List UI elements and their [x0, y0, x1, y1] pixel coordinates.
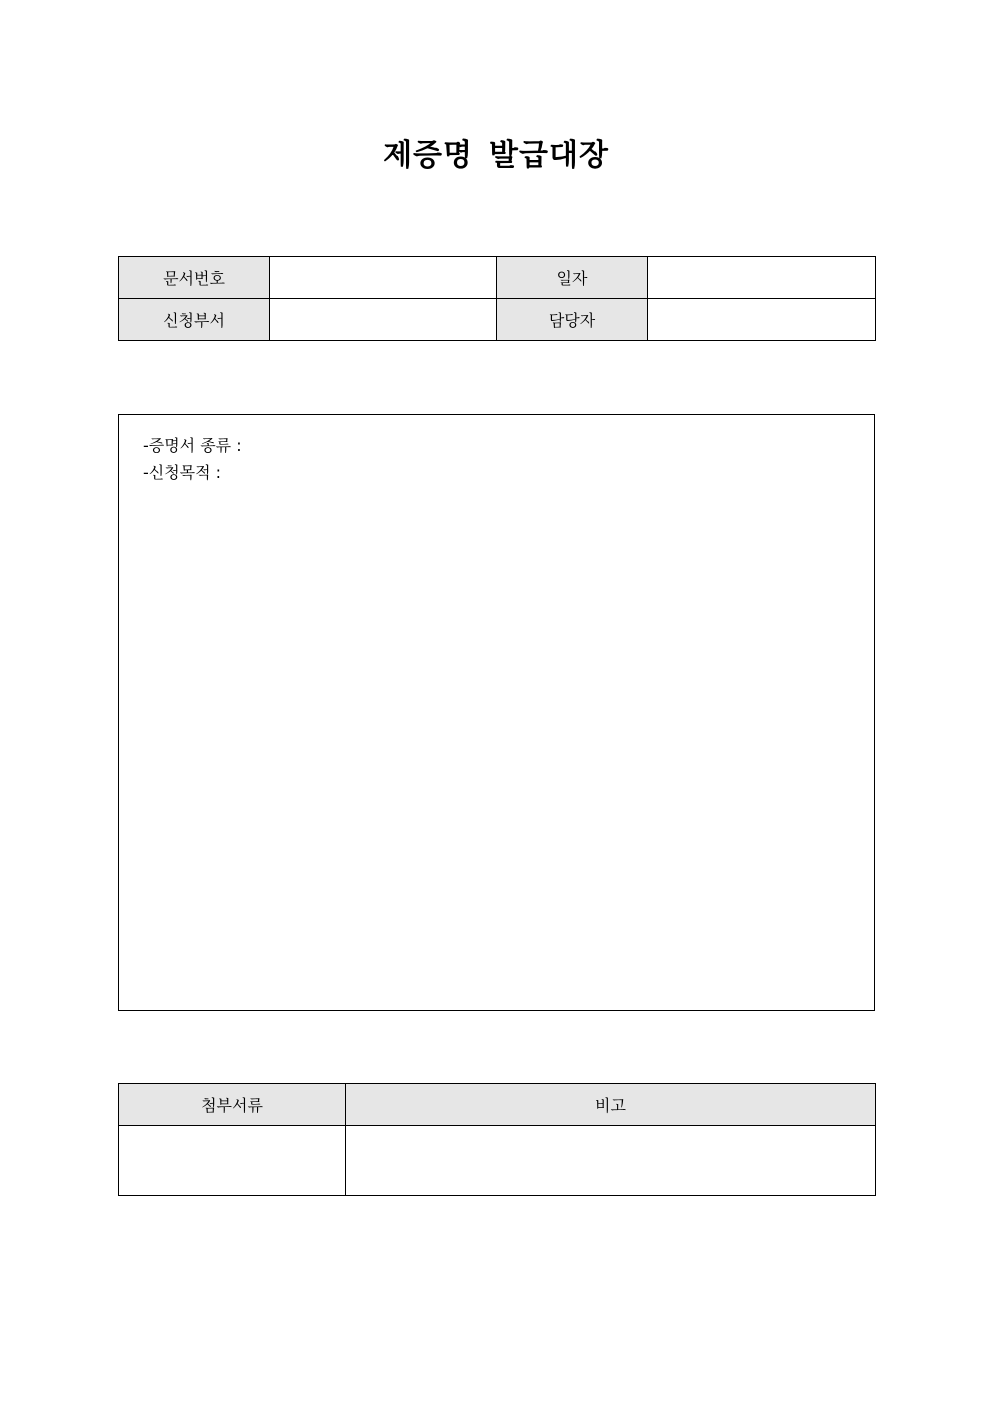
purpose-line: -신청목적 : [143, 463, 222, 482]
attachments-field[interactable] [119, 1126, 346, 1196]
remarks-field[interactable] [346, 1126, 876, 1196]
doc-number-label: 문서번호 [119, 257, 270, 299]
manager-field[interactable] [648, 299, 876, 341]
remarks-label: 비고 [346, 1084, 876, 1126]
attachments-label: 첨부서류 [119, 1084, 346, 1126]
document-title [0, 132, 992, 180]
info-row-1 [119, 257, 876, 299]
date-field[interactable] [648, 257, 876, 299]
manager-label: 담당자 [497, 299, 648, 341]
doc-number-field[interactable] [270, 257, 497, 299]
info-table [118, 256, 876, 341]
cert-type-line: -증명서 종류 : [143, 436, 242, 455]
dept-field[interactable] [270, 299, 497, 341]
attachment-body-row [119, 1126, 876, 1196]
info-row-2 [119, 299, 876, 341]
attachment-header-row [119, 1084, 876, 1126]
date-label: 일자 [497, 257, 648, 299]
attachment-table [118, 1083, 876, 1196]
dept-label: 신청부서 [119, 299, 270, 341]
content-box[interactable] [118, 414, 875, 1011]
title-part-1: 제증명 [383, 138, 474, 173]
title-part-2: 발급대장 [489, 138, 609, 173]
